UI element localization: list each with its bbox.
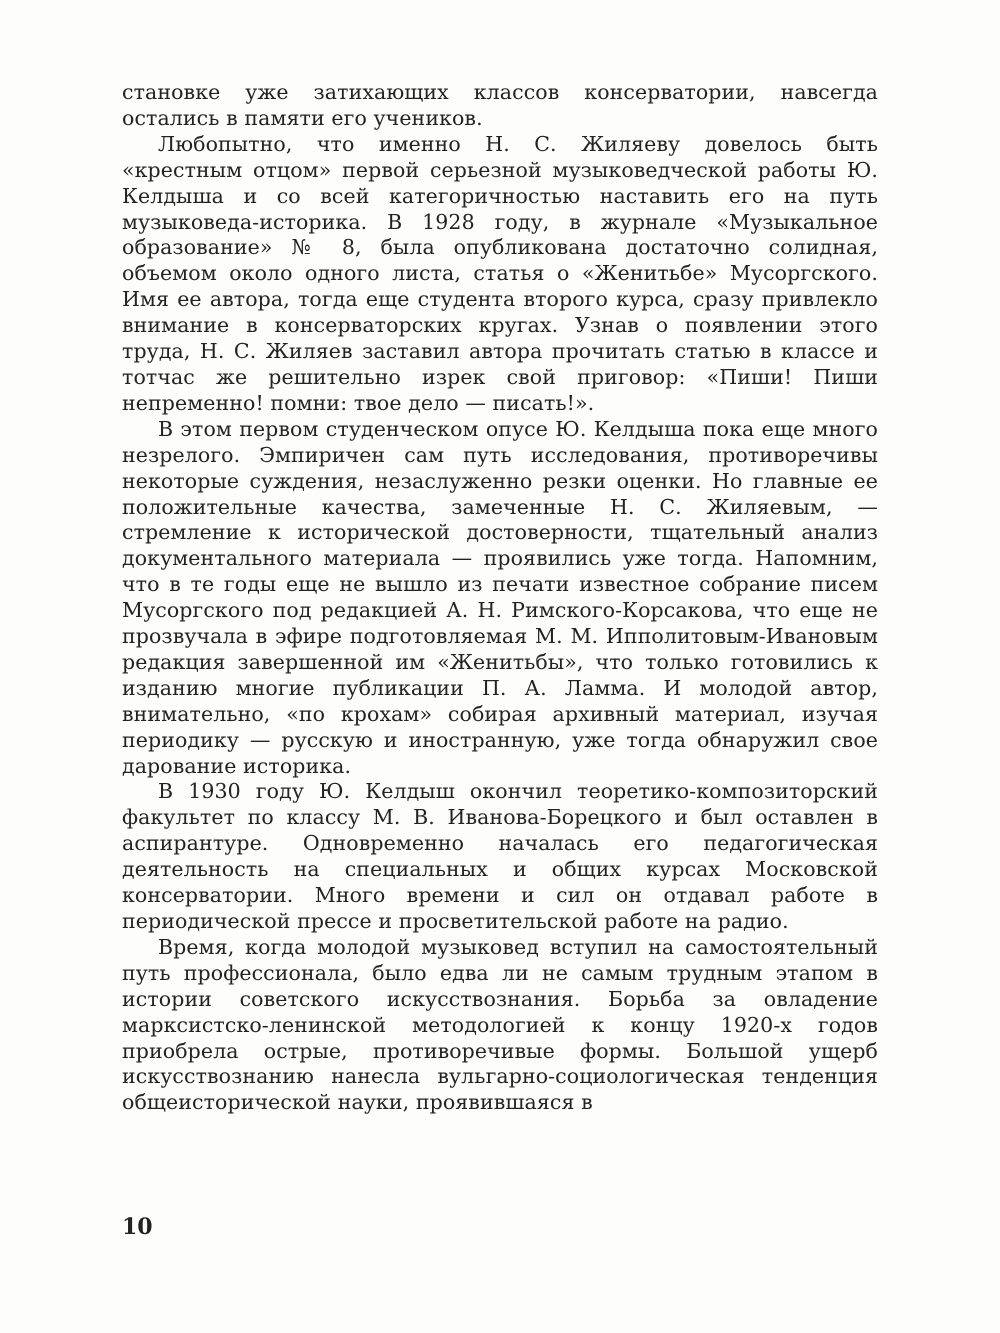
body-text bbox=[122, 80, 878, 1116]
paragraph-continuation: становке уже затихающих классов консерватории, навсегда остались в памяти его учеников. bbox=[122, 80, 878, 130]
paragraph-musicology-era: Время, когда молодой музыковед вступил на самостоятельный путь профессионала, было едва ли не самым трудным этапом в истории советского искусствознания. Борьба за овладение марксистско-ленинской методологией к концу 1920-х годов приобрела острые, противоречивые формы. Большой ущерб искусствознанию нанесла вульгарно-социологическая тенденция общеисторической науки, проявившаяся в bbox=[122, 934, 878, 1115]
page-number: 10 bbox=[122, 1214, 153, 1240]
paragraph-student-opus: В этом первом студенческом опусе Ю. Келдыша пока еще много незрелого. Эмпиричен сам путь исследования, противоречивы некоторые суждения, незаслуженно резки оценки. Но главные ее положительные качества, замеченные Н. С. Жиляевым, — стремление к исторической достоверности, тщательный анализ документального материала — проявились уже тогда. Напомним, что в те годы еще не вышло из печати известное собрание писем Мусоргского под редакцией А. Н. Римского-Корсакова, что еще не прозвучала в эфире подготовляемая М. М. Ипполитовым-Ивановым редакция завершенной им «Женитьбы», что только готовились к изданию многие публикации П. А. Ламма. И молодой автор, внимательно, «по крохам» собирая архивный материал, изучая периодику — русскую и иностранную, уже тогда обнаружил свое дарование историка. bbox=[122, 416, 878, 778]
paragraph-1930-graduation: В 1930 году Ю. Келдыш окончил теоретико-композиторский факультет по классу М. В. Иванова-Борецкого и был оставлен в аспирантуре. Одновременно началась его педагогическая деятельность на специальных и общих курсах Московской консерватории. Много времени и сил он отдавал работе в периодической прессе и просветительской работе на радио. bbox=[122, 779, 878, 933]
paragraph-zhilyaev-godfather: Любопытно, что именно Н. С. Жиляеву довелось быть «крестным отцом» первой серьезной музыковедческой работы Ю. Келдыша и со всей категоричностью наставить его на путь музыковеда-историка. В 1928 году, в журнале «Музыкальное образование» № 8, была опубликована достаточно солидная, объемом около одного листа, статья о «Женитьбе» Мусоргского. Имя ее автора, тогда еще студента второго курса, сразу привлекло внимание в консерваторских кругах. Узнав о появлении этого труда, Н. С. Жиляев заставил автора прочитать статью в классе и тотчас же решительно изрек свой приговор: «Пиши! Пиши непременно! помни: твое дело — писать!». bbox=[122, 131, 878, 415]
